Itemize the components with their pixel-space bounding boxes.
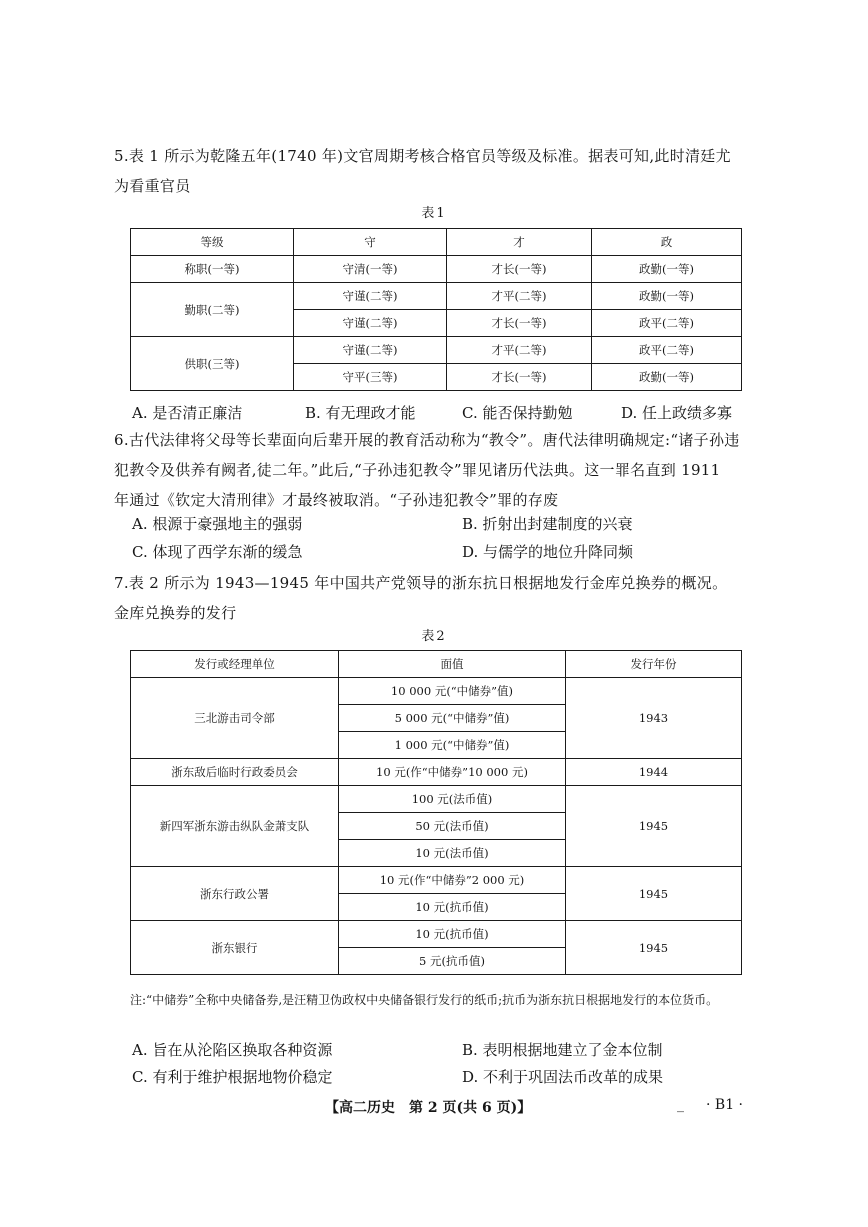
year-cell: 1945	[566, 867, 742, 921]
unit-cell: 新四军浙东游击纵队金萧支队	[131, 786, 339, 867]
header-cell: 才	[447, 229, 592, 256]
value-cell: 10 元(抗币值)	[339, 894, 566, 921]
value-cell: 10 000 元(“中储券”值)	[339, 678, 566, 705]
table-cell: 政勤(一等)	[592, 283, 742, 310]
table-cell: 政平(二等)	[592, 337, 742, 364]
value-cell: 100 元(法币值)	[339, 786, 566, 813]
q6-option-a[interactable]: A. 根源于豪强地主的强弱	[132, 515, 303, 533]
header-cell: 等级	[131, 229, 294, 256]
q6-option-d[interactable]: D. 与儒学的地位升降同频	[462, 543, 634, 561]
table-row	[131, 867, 742, 894]
page-footer: 【高二历史 第 2 页(共 6 页)】	[325, 1100, 532, 1116]
q7-option-d[interactable]: D. 不利于巩固法币改革的成果	[462, 1068, 664, 1086]
table-row	[131, 283, 742, 310]
grade-cell: 勤职(二等)	[131, 283, 294, 337]
year-cell: 1943	[566, 678, 742, 759]
header-cell: 守	[294, 229, 447, 256]
table-row	[131, 786, 742, 813]
table-cell: 才长(一等)	[447, 256, 592, 283]
table-cell: 守谨(二等)	[294, 310, 447, 337]
table-cell: 守谨(二等)	[294, 283, 447, 310]
table2-caption: 表2	[421, 629, 447, 644]
q5-stem: 5.表 1 所示为乾隆五年(1740 年)文官周期考核合格官员等级及标准。据表可知,此时清廷尤为看重官员	[114, 147, 731, 195]
table-cell: 守谨(二等)	[294, 337, 447, 364]
table-cell: 政平(二等)	[592, 310, 742, 337]
footer-dash: _	[677, 1097, 684, 1113]
unit-cell: 三北游击司令部	[131, 678, 339, 759]
value-cell: 1 000 元(“中储券”值)	[339, 732, 566, 759]
table1-caption: 表1	[421, 206, 447, 221]
table-row	[131, 921, 742, 948]
unit-cell: 浙东银行	[131, 921, 339, 975]
q7-option-a[interactable]: A. 旨在从沦陷区换取各种资源	[132, 1041, 333, 1059]
q6-option-b[interactable]: B. 折射出封建制度的兴衰	[462, 515, 633, 533]
table-row	[131, 256, 742, 283]
value-cell: 50 元(法币值)	[339, 813, 566, 840]
q5-option-c[interactable]: C. 能否保持勤勉	[462, 404, 573, 422]
q5-option-b[interactable]: B. 有无理政才能	[305, 404, 416, 422]
table-row	[131, 678, 742, 705]
unit-cell: 浙东敌后临时行政委员会	[131, 759, 339, 786]
unit-cell: 浙东行政公署	[131, 867, 339, 921]
q5-option-d[interactable]: D. 任上政绩多寡	[621, 404, 733, 422]
header-cell: 政	[592, 229, 742, 256]
q6-option-c[interactable]: C. 体现了西学东渐的缓急	[132, 543, 303, 561]
table-cell: 才长(一等)	[447, 310, 592, 337]
table-cell: 守平(三等)	[294, 364, 447, 391]
q7-option-b[interactable]: B. 表明根据地建立了金本位制	[462, 1041, 663, 1059]
header-cell: 发行年份	[566, 651, 742, 678]
table-cell: 政勤(一等)	[592, 256, 742, 283]
grade-cell: 称职(一等)	[131, 256, 294, 283]
header-cell: 发行或经理单位	[131, 651, 339, 678]
value-cell: 5 元(抗币值)	[339, 948, 566, 975]
table-cell: 守清(一等)	[294, 256, 447, 283]
table-cell: 才平(二等)	[447, 283, 592, 310]
value-cell: 10 元(抗币值)	[339, 921, 566, 948]
value-cell: 10 元(法币值)	[339, 840, 566, 867]
grade-cell: 供职(三等)	[131, 337, 294, 391]
value-cell: 10 元(作“中储券”2 000 元)	[339, 867, 566, 894]
footer-code: · B1 ·	[706, 1097, 743, 1113]
q7-stem: 7.表 2 所示为 1943—1945 年中国共产党领导的浙东抗日根据地发行金库兑换券的概况。金库兑换券的发行	[114, 574, 728, 622]
table-header-row	[131, 229, 742, 256]
q5-option-a[interactable]: A. 是否清正廉洁	[132, 404, 243, 422]
year-cell: 1945	[566, 921, 742, 975]
table-cell: 政勤(一等)	[592, 364, 742, 391]
header-cell: 面值	[339, 651, 566, 678]
value-cell: 10 元(作“中储券”10 000 元)	[339, 759, 566, 786]
table-row	[131, 759, 742, 786]
year-cell: 1945	[566, 786, 742, 867]
year-cell: 1944	[566, 759, 742, 786]
table-cell: 才长(一等)	[447, 364, 592, 391]
q6-stem: 6.古代法律将父母等长辈面向后辈开展的教育活动称为“教令”。唐代法律明确规定:“诸子孙违犯教令及供养有阙者,徒二年。”此后,“子孙违犯教令”罪见诸历代法典。这一罪名直到 1911 年通过《钦定大清刑律》才最终被取消。“子孙违犯教令”罪的存废	[114, 431, 740, 509]
table-1	[130, 228, 742, 391]
table-header-row	[131, 651, 742, 678]
table-row	[131, 337, 742, 364]
table-2	[130, 650, 742, 975]
q7-option-c[interactable]: C. 有利于维护根据地物价稳定	[132, 1068, 333, 1086]
table2-note: 注:“中储券”全称中央储备券,是汪精卫伪政权中央储备银行发行的纸币;抗币为浙东抗日根据地发行的本位货币。	[130, 993, 719, 1007]
table-cell: 才平(二等)	[447, 337, 592, 364]
value-cell: 5 000 元(“中储券”值)	[339, 705, 566, 732]
